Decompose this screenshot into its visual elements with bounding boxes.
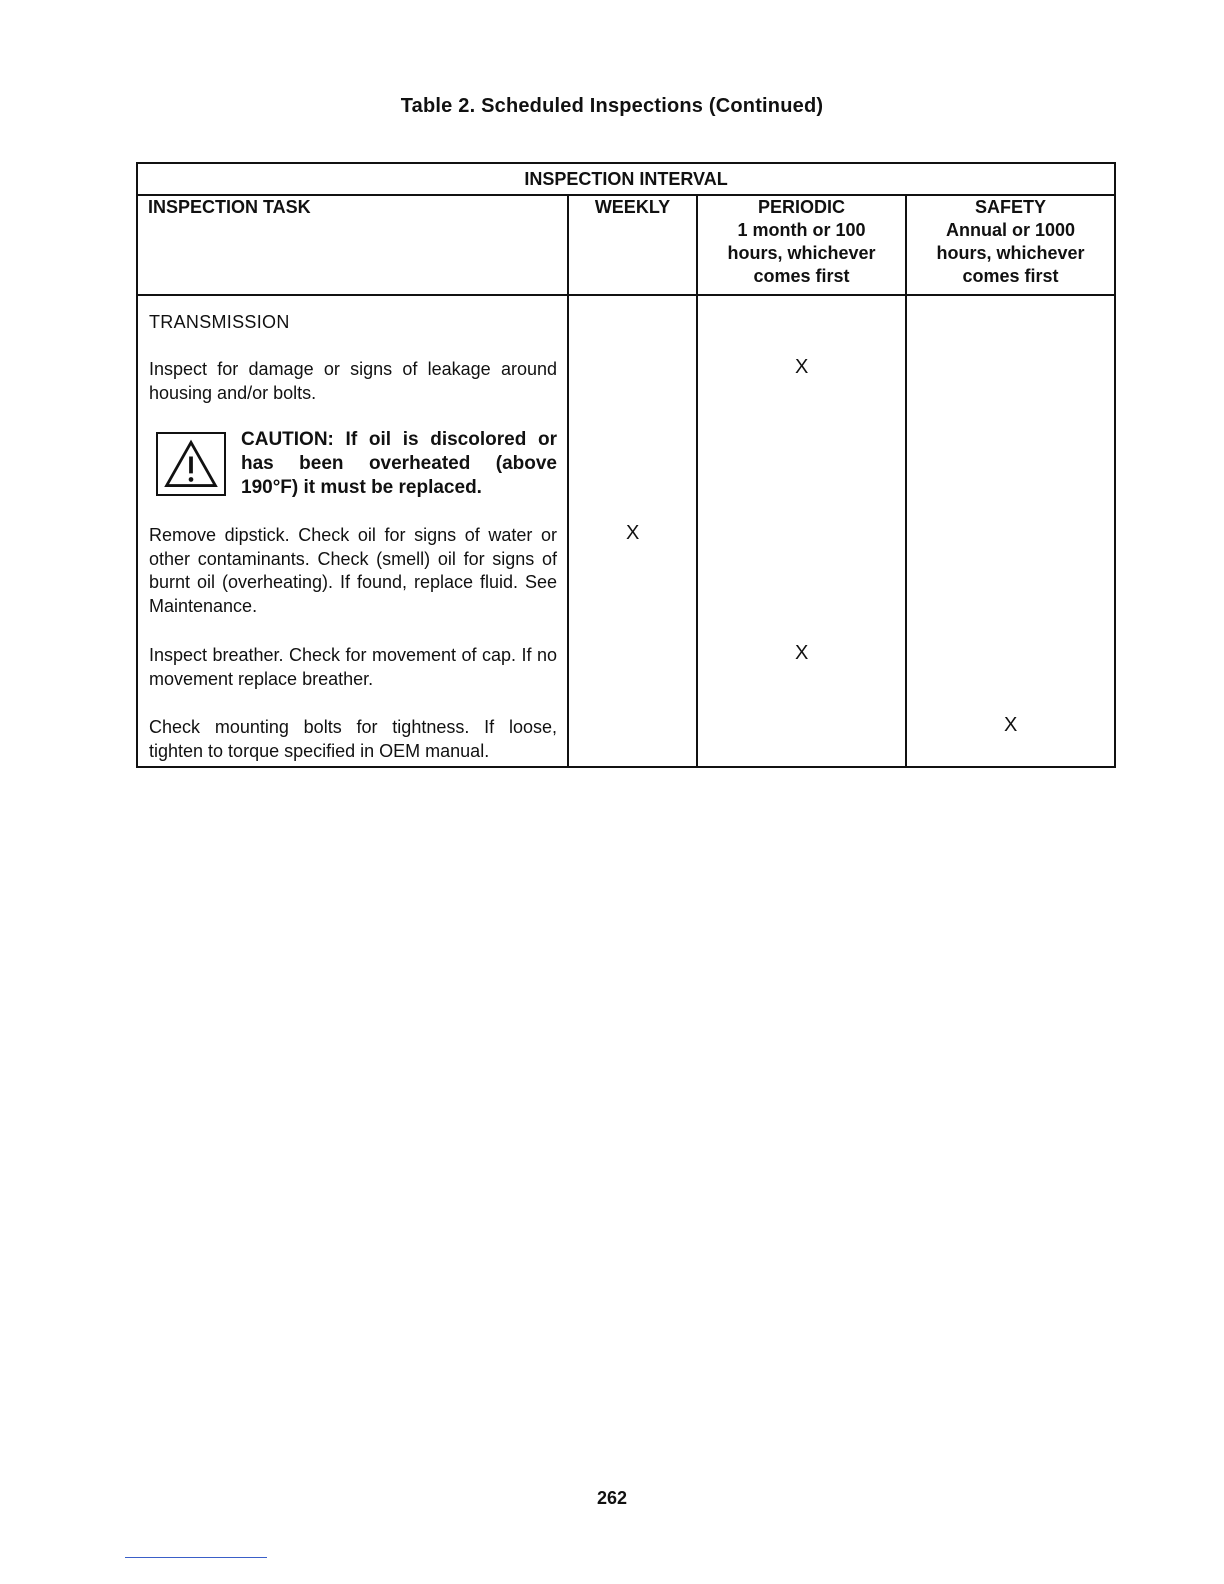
column-header-safety: SAFETY Annual or 1000 hours, whichever comes first (906, 195, 1115, 295)
weekly-mark-row-2: X (626, 522, 640, 544)
warning-triangle-icon (158, 434, 224, 494)
inspection-table (136, 162, 1116, 768)
column-header-task: INSPECTION TASK (137, 195, 568, 295)
caution-text: CAUTION: If oil is discolored or has been overheated (above 190°F) it must be replaced. (241, 429, 557, 498)
section-title: TRANSMISSION (149, 312, 290, 332)
task-cell (137, 295, 568, 767)
caution-icon-box (156, 432, 226, 496)
task-row-2: Remove dipstick. Check oil for signs of water or other contaminants. Check (smell) oil for signs of burnt oil (overheating). If found, replace fluid. See Maintenance. (149, 525, 557, 616)
periodic-mark-row-1: X (795, 356, 809, 378)
safety-mark-row-4: X (1004, 714, 1018, 736)
page-number: 262 (596, 1488, 628, 1508)
periodic-mark-row-3: X (795, 642, 809, 664)
periodic-cell (697, 295, 906, 767)
task-row-4: Check mounting bolts for tightness. If loose, tighten to torque specified in OEM manual. (149, 717, 557, 761)
footer-rule (125, 1557, 267, 1558)
weekly-cell (568, 295, 697, 767)
interval-header: INSPECTION INTERVAL (137, 163, 1115, 195)
task-row-3: Inspect breather. Check for movement of cap. If no movement replace breather. (149, 645, 557, 689)
column-header-periodic: PERIODIC 1 month or 100 hours, whichever comes first (697, 195, 906, 295)
column-header-weekly: WEEKLY (568, 195, 697, 295)
task-row-1: Inspect for damage or signs of leakage around housing and/or bolts. (149, 359, 557, 403)
safety-cell (906, 295, 1115, 767)
table-title: Table 2. Scheduled Inspections (Continued) (400, 95, 824, 117)
